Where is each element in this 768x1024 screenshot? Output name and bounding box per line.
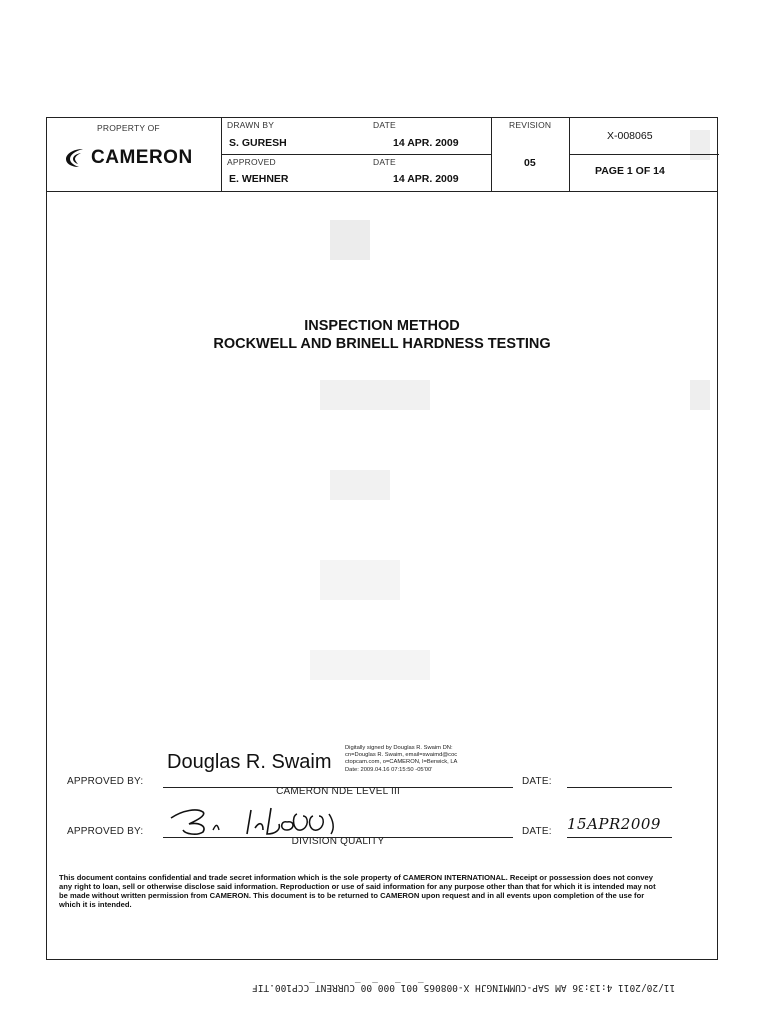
approval-2-role: DIVISION QUALITY <box>291 836 385 847</box>
approved-date-label: DATE <box>373 157 396 167</box>
title-block <box>47 118 717 192</box>
cameron-swoosh-icon <box>63 146 87 170</box>
approval-2-date-label: DATE: <box>522 826 552 837</box>
revision-label: REVISION <box>509 120 552 130</box>
approval-2-label: APPROVED BY: <box>67 826 144 837</box>
page-indicator: PAGE 1 OF 14 <box>595 165 665 177</box>
drawn-by-label: DRAWN BY <box>227 120 275 130</box>
approval-2-date-line <box>567 837 672 838</box>
drawn-date-value: 14 APR. 2009 <box>393 137 459 149</box>
document-title-line2: ROCKWELL AND BRINELL HARDNESS TESTING <box>213 336 551 352</box>
approved-label: APPROVED <box>227 157 276 167</box>
property-of-label: PROPERTY OF <box>97 123 160 133</box>
document-sheet <box>46 117 718 960</box>
scan-footer-stamp: 11/20/2011 4:13:36 AM SAP-CUMMINGJH X-008065_001_000_00_CURRENT_CCP100.TIF <box>252 982 676 993</box>
approval-2-date-value: 15APR2009 <box>567 815 661 833</box>
approval-1-date-label: DATE: <box>522 776 552 787</box>
approval-1-date-line <box>567 787 672 788</box>
revision-value: 05 <box>524 157 536 169</box>
drawn-date-label: DATE <box>373 120 396 130</box>
approval-1-signer: Douglas R. Swaim <box>167 751 332 773</box>
company-name: CAMERON <box>91 147 193 168</box>
drawn-by-value: S. GURESH <box>229 137 287 149</box>
digital-signature-block: Digitally signed by Douglas R. Swaim DN: cn=Douglas R. Swaim, email=swaimd@coc ctopcam.com, o=CAMERON, l=Berwick, LA Date: 2009.04.16 07:15:50 -05'00' <box>345 745 458 773</box>
confidentiality-notice: This document contains confidential and trade secret information which is the sole property of CAMERON INTERNATIONAL. Receipt or possession does not convey any right to loan, sell or otherwise disclose said information. Reproduction or use of said information for any purpose other than that for which it is intended may not be made without written permission from CAMERON. This document is to be returned to CAMERON upon request and in all events upon completion of the use for which it is intended. <box>59 873 656 909</box>
approved-date-value: 14 APR. 2009 <box>393 173 459 185</box>
document-title-line1: INSPECTION METHOD <box>304 318 460 334</box>
approval-1-label: APPROVED BY: <box>67 776 144 787</box>
company-logo <box>63 146 193 170</box>
approval-1-role: CAMERON NDE LEVEL III <box>276 786 400 797</box>
approved-by-value: E. WEHNER <box>229 173 289 185</box>
document-number: X-008065 <box>607 130 653 142</box>
handwritten-signature <box>163 800 383 840</box>
